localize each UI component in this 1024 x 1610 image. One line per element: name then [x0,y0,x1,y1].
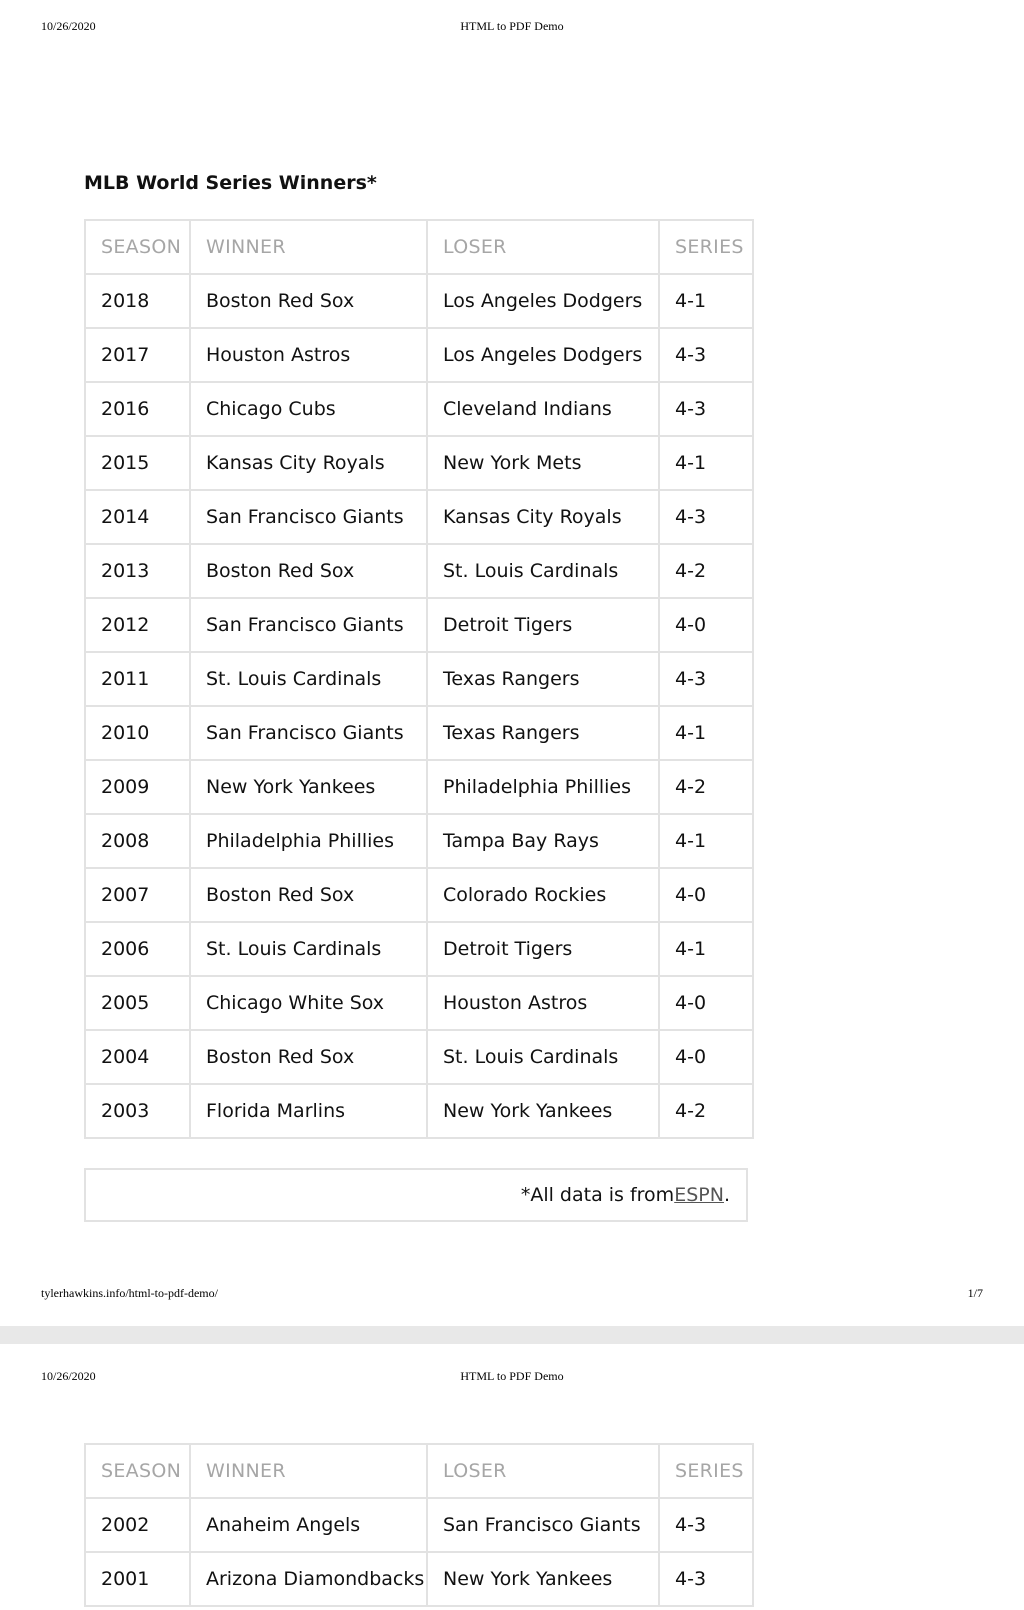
winner-cell: New York Yankees [190,760,427,814]
table-row [85,760,753,814]
season-cell: 2002 [85,1498,190,1552]
winner-cell: Kansas City Royals [190,436,427,490]
loser-cell: New York Mets [427,436,659,490]
winner-cell: San Francisco Giants [190,490,427,544]
loser-cell: Los Angeles Dodgers [427,274,659,328]
season-cell: 2018 [85,274,190,328]
loser-cell: New York Yankees [427,1084,659,1138]
loser-cell: Texas Rangers [427,652,659,706]
loser-cell: Houston Astros [427,976,659,1030]
series-cell: 4-3 [659,1498,753,1552]
table-row [85,1084,753,1138]
loser-cell: St. Louis Cardinals [427,1030,659,1084]
table-row [85,706,753,760]
table-header-row [85,220,753,274]
season-cell: 2016 [85,382,190,436]
series-cell: 4-2 [659,760,753,814]
footnote-suffix: . [723,1184,730,1206]
table-row [85,1030,753,1084]
footnote-text: *All data is from [520,1184,675,1206]
page-title: MLB World Series Winners* [84,172,377,194]
print-header-date: 10/26/2020 [41,19,96,33]
world-series-table [84,219,754,1139]
print-header-title: HTML to PDF Demo [460,19,564,33]
series-cell: 4-3 [659,382,753,436]
winner-cell: Chicago White Sox [190,976,427,1030]
season-cell: 2007 [85,868,190,922]
season-cell: 2006 [85,922,190,976]
table-header-row [85,1444,753,1498]
series-cell: 4-3 [659,328,753,382]
winner-cell: St. Louis Cardinals [190,922,427,976]
season-cell: 2003 [85,1084,190,1138]
table-row [85,544,753,598]
winner-cell: Boston Red Sox [190,544,427,598]
print-header-title: HTML to PDF Demo [460,1369,564,1383]
loser-cell: Detroit Tigers [427,598,659,652]
table-row [85,598,753,652]
series-cell: 4-3 [659,1552,753,1606]
loser-cell: Cleveland Indians [427,382,659,436]
loser-cell: Detroit Tigers [427,922,659,976]
table-row [85,922,753,976]
series-cell: 4-0 [659,1030,753,1084]
loser-cell: Tampa Bay Rays [427,814,659,868]
table-row [85,328,753,382]
table-row [85,868,753,922]
column-header-season: SEASON [85,1444,190,1498]
series-cell: 4-1 [659,436,753,490]
loser-cell: Colorado Rockies [427,868,659,922]
column-header-season: SEASON [85,220,190,274]
series-cell: 4-1 [659,274,753,328]
series-cell: 4-3 [659,652,753,706]
column-header-series: SERIES [659,220,753,274]
loser-cell: Philadelphia Phillies [427,760,659,814]
season-cell: 2013 [85,544,190,598]
loser-cell: San Francisco Giants [427,1498,659,1552]
season-cell: 2010 [85,706,190,760]
season-cell: 2014 [85,490,190,544]
loser-cell: Los Angeles Dodgers [427,328,659,382]
table-row [85,490,753,544]
table-body [85,1498,753,1606]
series-cell: 4-1 [659,922,753,976]
print-footer-url: tylerhawkins.info/html-to-pdf-demo/ [41,1286,218,1300]
season-cell: 2009 [85,760,190,814]
series-cell: 4-3 [659,490,753,544]
footnote [84,1168,748,1222]
series-cell: 4-0 [659,598,753,652]
winner-cell: Boston Red Sox [190,274,427,328]
winner-cell: St. Louis Cardinals [190,652,427,706]
season-cell: 2015 [85,436,190,490]
table-row [85,976,753,1030]
winner-cell: Houston Astros [190,328,427,382]
column-header-loser: LOSER [427,220,659,274]
winner-cell: Arizona Diamondbacks [190,1552,427,1606]
series-cell: 4-2 [659,544,753,598]
series-cell: 4-1 [659,706,753,760]
table-row [85,1552,753,1606]
loser-cell: Kansas City Royals [427,490,659,544]
season-cell: 2001 [85,1552,190,1606]
table-body [85,274,753,1138]
column-header-loser: LOSER [427,1444,659,1498]
pdf-page-2 [0,1344,1024,1610]
winner-cell: Boston Red Sox [190,1030,427,1084]
world-series-table-continued [84,1443,754,1607]
column-header-winner: WINNER [190,1444,427,1498]
loser-cell: New York Yankees [427,1552,659,1606]
season-cell: 2005 [85,976,190,1030]
table-row [85,436,753,490]
season-cell: 2008 [85,814,190,868]
table-row [85,274,753,328]
series-cell: 4-0 [659,868,753,922]
season-cell: 2012 [85,598,190,652]
winner-cell: Anaheim Angels [190,1498,427,1552]
winner-cell: Florida Marlins [190,1084,427,1138]
print-footer-page-number: 1/7 [967,1286,983,1300]
winner-cell: San Francisco Giants [190,598,427,652]
winner-cell: Boston Red Sox [190,868,427,922]
season-cell: 2017 [85,328,190,382]
season-cell: 2004 [85,1030,190,1084]
table-row [85,382,753,436]
series-cell: 4-2 [659,1084,753,1138]
loser-cell: Texas Rangers [427,706,659,760]
winner-cell: Chicago Cubs [190,382,427,436]
winner-cell: San Francisco Giants [190,706,427,760]
series-cell: 4-0 [659,976,753,1030]
series-cell: 4-1 [659,814,753,868]
season-cell: 2011 [85,652,190,706]
table-row [85,652,753,706]
column-header-series: SERIES [659,1444,753,1498]
espn-link[interactable]: ESPN [674,1184,724,1206]
loser-cell: St. Louis Cardinals [427,544,659,598]
winner-cell: Philadelphia Phillies [190,814,427,868]
table-row [85,1498,753,1552]
column-header-winner: WINNER [190,220,427,274]
print-header-date: 10/26/2020 [41,1369,96,1383]
table-row [85,814,753,868]
